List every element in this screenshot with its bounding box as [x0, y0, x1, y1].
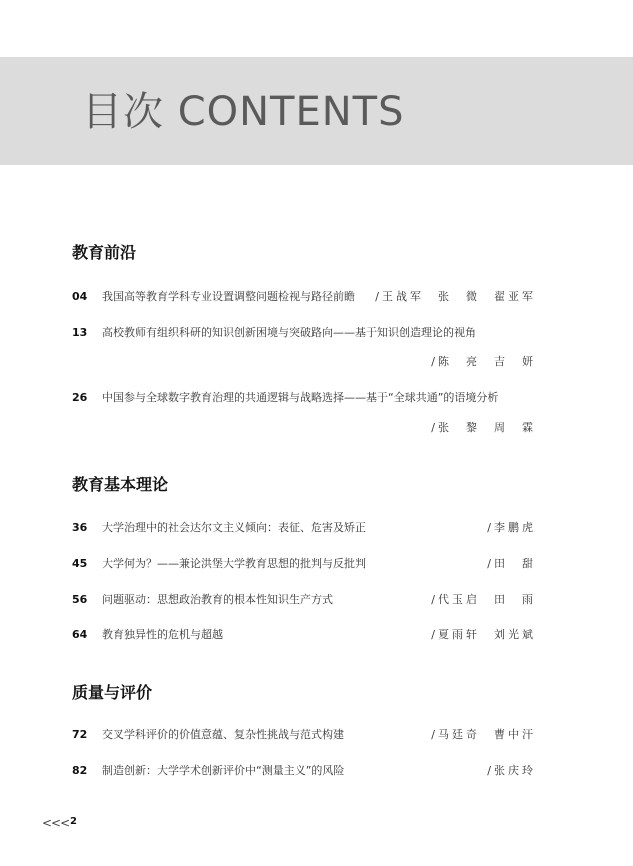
entry-page-number: 82	[72, 764, 88, 777]
entry-page-number: 56	[72, 593, 88, 606]
entry-authors: /田 甜	[487, 557, 536, 570]
entry-authors: /陈 亮 吉 妍	[431, 355, 536, 368]
section-title-quality-evaluation: 质量与评价	[72, 683, 153, 702]
entry-page-number: 04	[72, 290, 88, 303]
entry-page-number: 13	[72, 326, 88, 339]
section-title-basic-theory: 教育基本理论	[72, 475, 169, 494]
entry-page-number: 26	[72, 391, 88, 404]
entry-page-number: 45	[72, 557, 88, 570]
entry-authors: /张 黎 周 霖	[431, 421, 536, 434]
section-title-frontier: 教育前沿	[72, 243, 137, 262]
entry-title: 高校教师有组织科研的知识创新困境与突破路向——基于知识创造理论的视角	[102, 326, 476, 339]
entry-title: 交叉学科评价的价值意蕴、复杂性挑战与范式构建	[102, 728, 344, 741]
toc-entry[interactable]	[72, 627, 536, 643]
entry-title: 问题驱动：思想政治教育的根本性知识生产方式	[102, 593, 333, 606]
toc-entry[interactable]	[72, 592, 536, 608]
entry-authors: /李鹏虎	[487, 521, 536, 534]
entry-authors: /代玉启 田 雨	[431, 593, 536, 606]
footer-page-number: 2	[70, 816, 77, 827]
toc-entry[interactable]	[72, 763, 536, 779]
footer-arrows-icon: <<<	[42, 816, 70, 830]
entry-title: 我国高等教育学科专业设置调整问题检视与路径前瞻	[102, 290, 355, 303]
toc-entry[interactable]	[72, 325, 536, 341]
toc-entry[interactable]	[72, 520, 536, 536]
entry-authors: /夏雨轩 刘光斌	[431, 628, 536, 641]
toc-entry[interactable]	[72, 390, 536, 406]
toc-entry[interactable]	[72, 289, 536, 305]
entry-title: 教育独异性的危机与超越	[102, 628, 223, 641]
entry-title: 大学治理中的社会达尔文主义倾向：表征、危害及矫正	[102, 521, 366, 534]
entry-title: 制造创新：大学学术创新评价中“测量主义”的风险	[102, 764, 345, 777]
entry-page-number: 72	[72, 728, 88, 741]
entry-authors: /张庆玲	[487, 764, 536, 777]
entry-authors: /王战军 张 微 翟亚军	[375, 290, 536, 303]
toc-entry[interactable]	[72, 727, 536, 743]
entry-page-number: 36	[72, 521, 88, 534]
entry-title: 大学何为？——兼论洪堡大学教育思想的批判与反批判	[102, 557, 366, 570]
toc-entry[interactable]	[72, 556, 536, 572]
entry-title: 中国参与全球数字教育治理的共通逻辑与战略选择——基于“全球共通”的语境分析	[102, 391, 499, 404]
entry-authors: /马廷奇 曹中汗	[431, 728, 536, 741]
page-title: 目次 CONTENTS	[82, 89, 405, 135]
entry-page-number: 64	[72, 628, 88, 641]
